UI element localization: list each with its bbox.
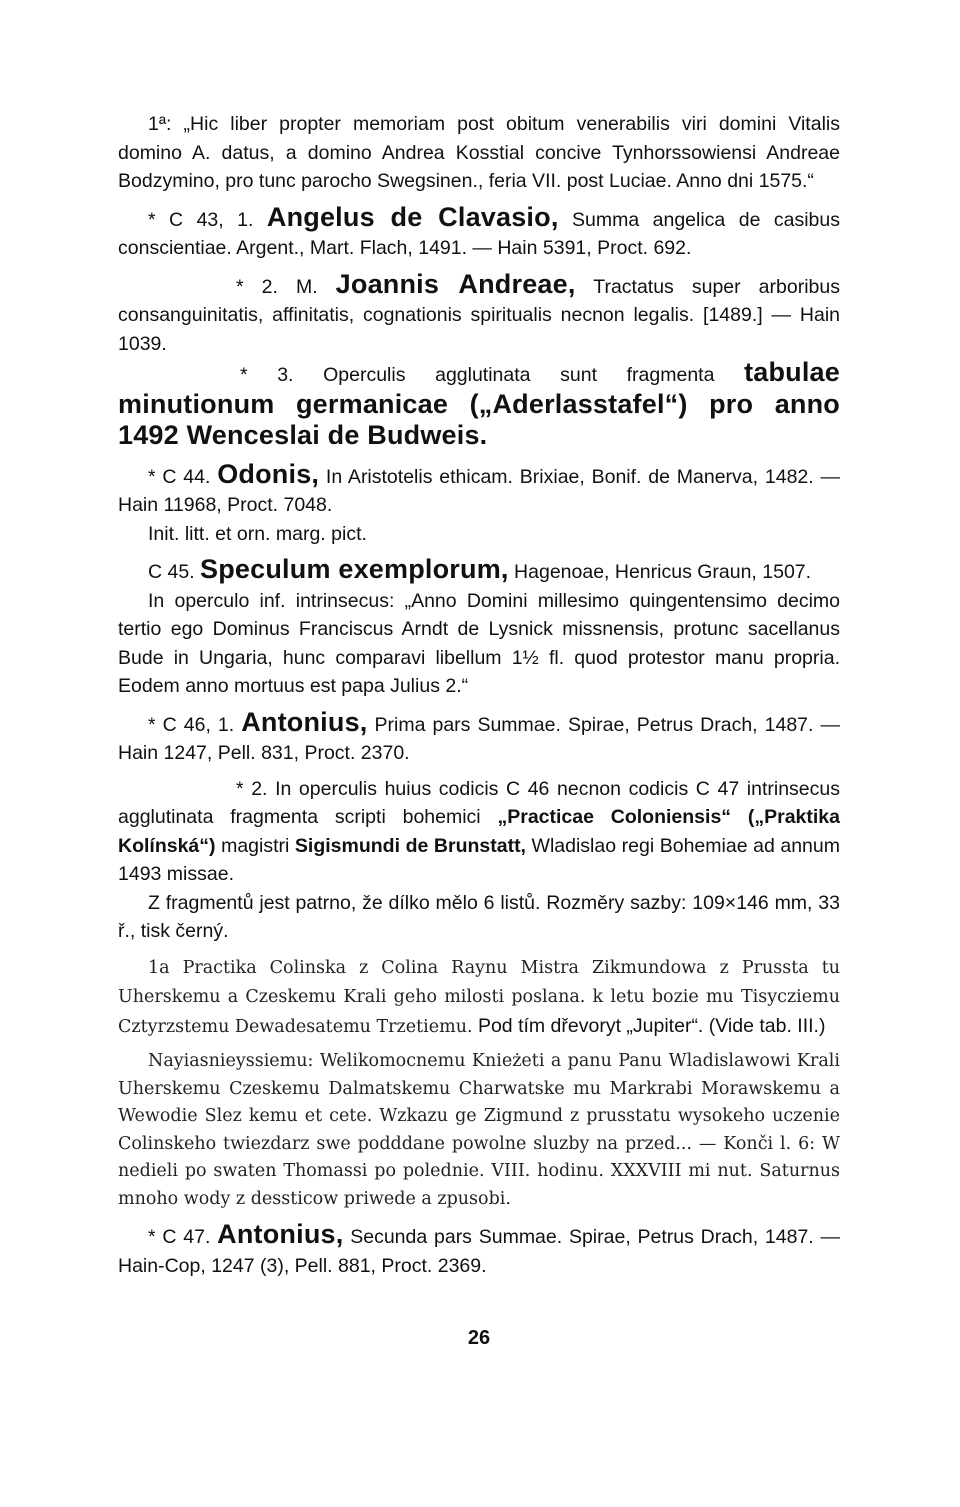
document-page (118, 110, 840, 1353)
author-name: Antonius, (217, 1219, 344, 1249)
entry-description: Wladislao regi Bohemiae ad annum 1493 missae. (118, 834, 840, 885)
entry-label: C 45. (148, 561, 201, 583)
gothic-text-quote: Nayiasnieyssiemu: Welikomocnemu Knieżeti a panu Panu Wladislawowi Krali Uherskemu Czeskemu Dalmatskemu Charwatske mu Markrabi Morawskemu a Wewodie Slez kemu et cete. Wzkazu ge Zigmund z prusstatu wysokeho uczenie Colinskeho twiezdarz swe podddane powolne sluzby na przed... — Konči l. 6: W nedieli po swaten Thomassi po polednie. VIII. hodinu. XXXVIII mi nut. Saturnus mnoho wody z dessticow priwede a zpusobi. (118, 1051, 840, 1209)
entry-label: * C 46, 1. (148, 713, 242, 736)
entry-label: * 2. M. (236, 275, 336, 298)
entry-description: Prima pars Summae. Spirae, Petrus Drach, 1487. — Hain 1247, Pell. 831, Proct. 2370. (118, 713, 840, 764)
fragment-title: „Practicae Coloniensis“ („Praktika Kolínská“) (118, 806, 840, 857)
entry-c43-1 (118, 203, 840, 263)
entry-label: * C 44. (148, 465, 218, 488)
entry-description: * 2. In operculis huius codicis C 46 necnon codicis C 47 intrinsecus agglutinata fragmenta scripti bohemici (118, 777, 840, 828)
entry-description: In Aristotelis ethicam. Brixiae, Bonif. de Manerva, 1482. — Hain 11968, Proct. 7048. (118, 465, 840, 516)
entry-c46-2 (118, 775, 840, 889)
entry-description: magistri (215, 834, 295, 857)
entry-c45-note: In operculo inf. intrinsecus: „Anno Domini millesimo quingentensimo decimo tertio ego Dominus Franciscus Arndt de Lysnick missnensis, protunc sacellanus Bude in Ungaria, hunc comparavi libellum 1½ fl. quod protestor manu propria. Eodem anno mortuus est papa Julius 2.“ (118, 589, 840, 697)
author-name: Joannis Andreae, (335, 268, 576, 299)
gothic-text: 1a Practika Colinska z Colina Raynu Mistra Zikmundowa z Prussta tu Uherskemu a Czeskemu Krali geho milosti poslana. k letu bozie mu Tisycziemu Cztyrzstemu Dewadesatemu Trzetiemu. (118, 957, 840, 1037)
entry-description: * 3. Operculis agglutinata sunt fragmenta (240, 364, 745, 386)
entry-description: Pod tím dřevoryt „Jupiter“. (Vide tab. III.) (472, 1014, 826, 1037)
entry-description: Hagenoae, Henricus Graun, 1507. (508, 561, 812, 583)
entry-label: * C 47. (148, 1226, 218, 1248)
gothic-title-quote (118, 953, 840, 1042)
entry-c44 (118, 460, 840, 520)
author-name: Sigismundi de Brunstatt, (294, 834, 526, 857)
author-name: Angelus de Clavasio, (266, 201, 559, 232)
page-number: 26 (467, 1327, 491, 1349)
entry-label: * C 43, 1. (148, 208, 267, 231)
author-name: Odonis, (217, 458, 320, 489)
work-title: Speculum exemplorum, (200, 554, 509, 584)
entry-description: Secunda pars Summae. Spirae, Petrus Drach, 1487. — Hain-Cop, 1247 (3), Pell. 881, Proct. 2369. (118, 1226, 840, 1277)
entry-c44-note: Init. litt. et orn. marg. pict. (148, 522, 367, 545)
entry-c47 (118, 1220, 840, 1280)
entry-description: Tractatus super arboribus consanguinitatis, affinitatis, cognationis spiritualis necnon legalis. [1489.] — Hain 1039. (118, 275, 840, 355)
fragment-note: Z fragmentů jest patrno, že dílko mělo 6 listů. Rozměry sazby: 109×146 mm, 33 ř., tisk černý. (118, 891, 840, 942)
entry-c46-1 (118, 708, 840, 768)
fragment-title: tabulae minutionum germanicae („Aderlasstafel“) pro anno 1492 Wenceslai de Budweis. (118, 357, 840, 450)
author-name: Antonius, (241, 706, 368, 737)
note-paragraph: 1ª: „Hic liber propter memoriam post obitum venerabilis viri domini Vitalis domino A. datus, a domino Andrea Kosstial concive Tynhorssowiensi Andreae Bodzymino, pro tunc parocho Swegsinen., feria VII. post Luciae. Anno dni 1575.“ (118, 113, 840, 192)
entry-c45 (118, 555, 840, 587)
entry-c43-3 (118, 358, 840, 453)
entry-description: Summa angelica de casibus conscientiae. Argent., Mart. Flach, 1491. — Hain 5391, Proct. 692. (118, 208, 840, 259)
entry-c43-2 (118, 270, 840, 359)
